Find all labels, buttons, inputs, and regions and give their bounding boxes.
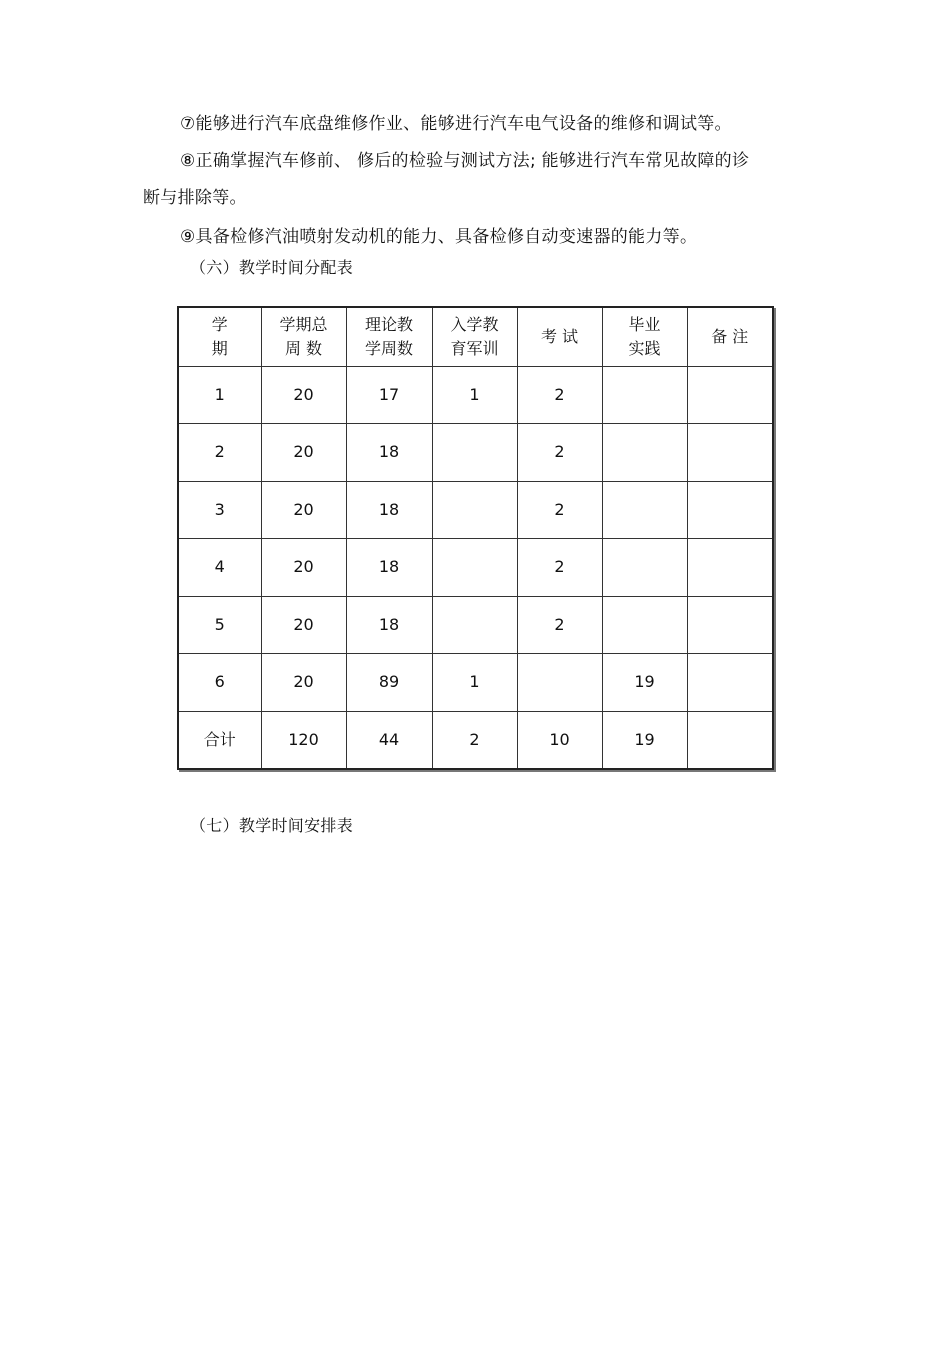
table-row	[178, 654, 773, 712]
table-cell	[687, 711, 773, 769]
table-cell: 2	[517, 596, 602, 654]
table-header-row	[178, 307, 773, 366]
paragraph-item-7: ⑦能够进行汽车底盘维修作业、能够进行汽车电气设备的维修和调试等。	[180, 114, 732, 134]
table-cell: 2	[517, 366, 602, 424]
table-cell	[432, 596, 517, 654]
table-cell	[687, 366, 773, 424]
table-cell: 2	[178, 424, 261, 482]
teaching-time-allocation-table	[177, 306, 774, 770]
table-cell: 20	[261, 481, 346, 539]
table-cell: 20	[261, 596, 346, 654]
header-graduation-practice: 毕业 实践	[602, 307, 687, 366]
table-cell	[602, 481, 687, 539]
table-cell	[432, 424, 517, 482]
table-cell: 19	[602, 654, 687, 712]
table-cell	[687, 424, 773, 482]
table-cell: 19	[602, 711, 687, 769]
table-cell: 20	[261, 424, 346, 482]
table-cell: 44	[346, 711, 432, 769]
table-cell	[687, 539, 773, 597]
table-cell: 1	[432, 654, 517, 712]
table-cell	[517, 654, 602, 712]
paragraph-item-9: ⑨具备检修汽油喷射发动机的能力、具备检修自动变速器的能力等。	[180, 227, 698, 247]
header-total-weeks: 学期总 周 数	[261, 307, 346, 366]
table-cell: 1	[432, 366, 517, 424]
paragraph-item-8-line-2: 断与排除等。	[143, 188, 247, 208]
table-cell: 17	[346, 366, 432, 424]
table-cell: 合计	[178, 711, 261, 769]
table-cell: 5	[178, 596, 261, 654]
table-cell: 18	[346, 596, 432, 654]
table-cell: 20	[261, 539, 346, 597]
table-cell: 20	[261, 654, 346, 712]
table-cell: 2	[432, 711, 517, 769]
table-cell: 10	[517, 711, 602, 769]
table-cell: 18	[346, 539, 432, 597]
table-cell	[432, 539, 517, 597]
header-semester: 学 期	[178, 307, 261, 366]
table-cell	[687, 654, 773, 712]
header-exam: 考 试	[517, 307, 602, 366]
table-cell: 2	[517, 539, 602, 597]
header-orientation-military-training: 入学教 育军训	[432, 307, 517, 366]
table-cell: 2	[517, 424, 602, 482]
table-cell	[602, 539, 687, 597]
table-row	[178, 539, 773, 597]
table-cell: 89	[346, 654, 432, 712]
section-7-heading: （七）教学时间安排表	[190, 816, 354, 835]
table-cell: 20	[261, 366, 346, 424]
section-6-heading: （六）教学时间分配表	[190, 258, 354, 277]
table-cell: 1	[178, 366, 261, 424]
table-total-row	[178, 711, 773, 769]
table-cell: 2	[517, 481, 602, 539]
table-cell	[687, 596, 773, 654]
table-cell	[602, 366, 687, 424]
header-theory-weeks: 理论教 学周数	[346, 307, 432, 366]
table-cell	[602, 424, 687, 482]
table-row	[178, 481, 773, 539]
header-remarks: 备 注	[687, 307, 773, 366]
table-cell	[687, 481, 773, 539]
table-cell: 6	[178, 654, 261, 712]
table-row	[178, 424, 773, 482]
table-cell: 4	[178, 539, 261, 597]
paragraph-item-8-line-1: ⑧正确掌握汽车修前、 修后的检验与测试方法; 能够进行汽车常见故障的诊	[180, 151, 750, 171]
table-cell	[432, 481, 517, 539]
table-cell: 18	[346, 424, 432, 482]
table-cell: 120	[261, 711, 346, 769]
table-row	[178, 366, 773, 424]
table-cell: 3	[178, 481, 261, 539]
table-cell	[602, 596, 687, 654]
table-row	[178, 596, 773, 654]
table-cell: 18	[346, 481, 432, 539]
